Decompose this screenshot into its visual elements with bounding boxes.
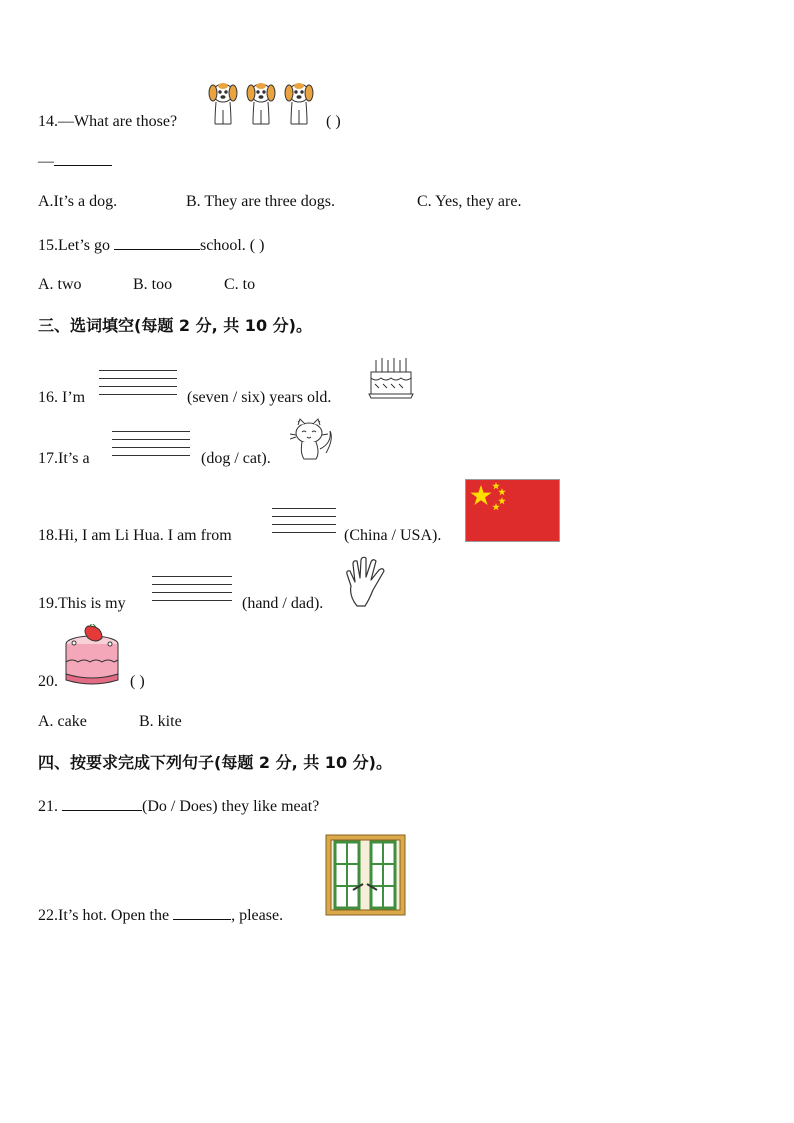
q14-option-b: B. They are three dogs. — [186, 193, 335, 210]
writing-lines[interactable] — [152, 576, 232, 608]
q21-number: 21. — [38, 798, 62, 815]
q18-choices: (China / USA). — [344, 527, 442, 544]
q14-question-text: 14.—What are those? — [38, 113, 178, 130]
section-3-title: 三、选词填空(每题 2 分, 共 10 分)。 — [38, 316, 312, 335]
q16-before: 16. I’m — [38, 389, 86, 406]
q20-paren: ( ) — [130, 673, 145, 690]
q20-number: 20. — [38, 673, 58, 690]
answer-blank[interactable] — [114, 234, 200, 250]
q14-stem — [38, 112, 177, 132]
q20-option-a: A. cake — [38, 713, 87, 730]
q14-option-a: A.It’s a dog. — [38, 193, 118, 210]
puppy-icon — [205, 80, 320, 128]
q17-before: 17.It’s a — [38, 450, 90, 467]
cat-icon — [290, 413, 340, 463]
q20-option-b: B. kite — [139, 713, 182, 730]
strawberry-cake-icon — [62, 624, 122, 686]
china-flag-icon — [465, 479, 560, 542]
q15-option-c: C. to — [224, 276, 256, 293]
window-icon — [325, 834, 406, 916]
answer-blank[interactable] — [173, 904, 231, 920]
q22-stem — [38, 904, 283, 926]
writing-lines[interactable] — [112, 431, 190, 463]
writing-lines[interactable] — [99, 370, 177, 402]
q22-before: 22.It’s hot. Open the — [38, 907, 174, 924]
q14-option-c: C. Yes, they are. — [417, 193, 522, 210]
q19-before: 19.This is my — [38, 595, 126, 612]
q16-choices: (seven / six) years old. — [187, 389, 332, 406]
dash: — — [38, 153, 54, 170]
q18-before: 18.Hi, I am Li Hua. I am from — [38, 527, 232, 544]
q21-stem — [38, 795, 319, 817]
q15-option-a: A. two — [38, 276, 82, 293]
birthday-cake-icon — [367, 354, 415, 400]
q17-choices: (dog / cat). — [201, 450, 271, 467]
answer-blank[interactable] — [54, 150, 112, 166]
q15-before: 15.Let’s go — [38, 237, 114, 254]
q14-answer-line — [38, 150, 112, 172]
section-4-title: 四、按要求完成下列句子(每题 2 分, 共 10 分)。 — [38, 753, 392, 772]
writing-lines[interactable] — [272, 508, 336, 540]
q14-paren: ( ) — [326, 113, 341, 130]
q15-stem — [38, 234, 264, 256]
q15-option-b: B. too — [133, 276, 173, 293]
hand-icon — [343, 556, 389, 608]
q15-after: school. ( ) — [200, 237, 265, 254]
q21-after: (Do / Does) they like meat? — [142, 798, 320, 815]
q22-after: , please. — [231, 907, 284, 924]
answer-blank[interactable] — [62, 795, 142, 811]
q19-choices: (hand / dad). — [242, 595, 324, 612]
